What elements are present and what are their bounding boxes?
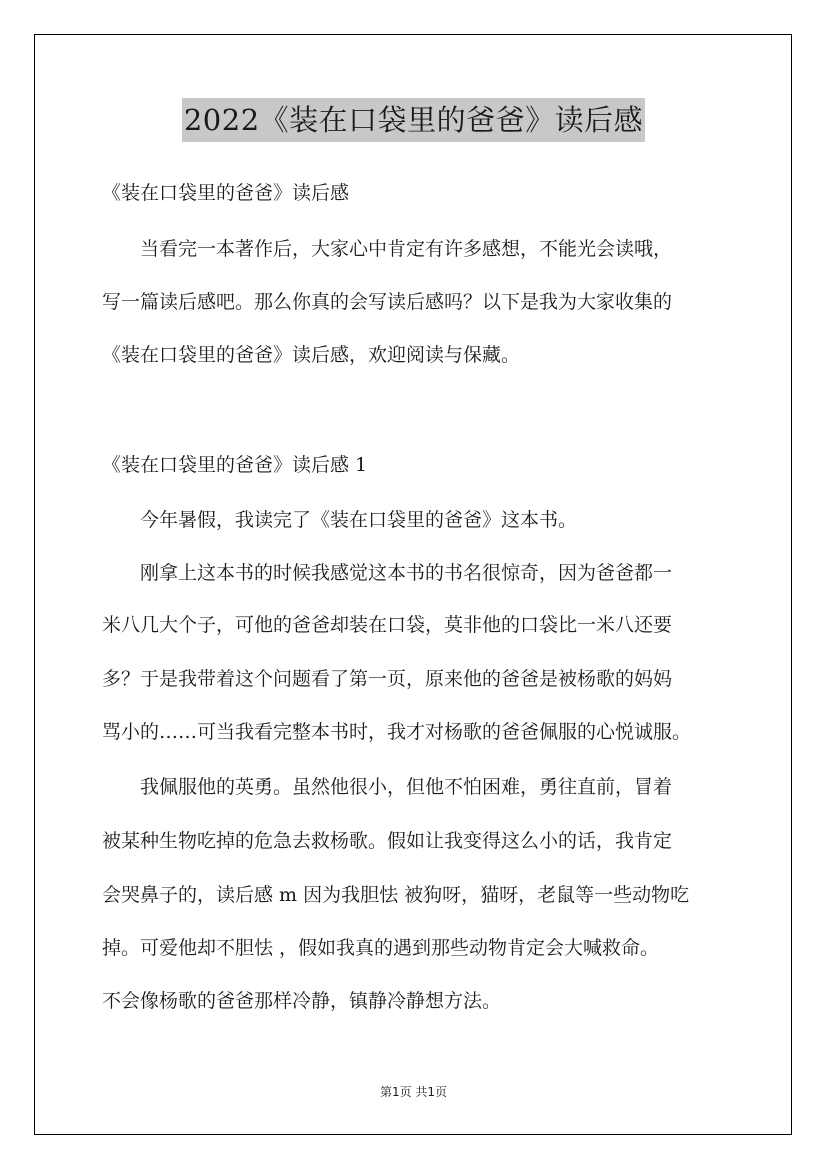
body-line-4: 多？于是我带着这个问题看了第一页，原来他的爸爸是被杨歌的妈妈: [102, 668, 673, 690]
body-line-6: 我佩服他的英勇。虽然他很小，但他不怕困难，勇往直前，冒着: [140, 776, 673, 798]
body-line-2: 刚拿上这本书的时候我感觉这本书的书名很惊奇，因为爸爸都一: [140, 562, 673, 584]
body-line-5: 骂小的……可当我看完整本书时，我才对杨歌的爸爸佩服的心悦诚服。: [102, 721, 692, 743]
intro-line-1: 当看完一本著作后，大家心中肯定有许多感想，不能光会读哦，: [140, 238, 673, 260]
body-line-7: 被某种生物吃掉的危急去救杨歌。假如让我变得这么小的话，我肯定: [102, 830, 673, 852]
body-line-9: 掉。可爱他却不胆怯 ，假如我真的遇到那些动物肯定会大喊救命。: [102, 937, 660, 959]
body-line-8: 会哭鼻子的，读后感 m 因为我胆怯 被狗呀，猫呀，老鼠等一些动物吃: [102, 884, 690, 906]
intro-line-3: 《装在口袋里的爸爸》读后感，欢迎阅读与保藏。: [102, 344, 521, 366]
body-line-10: 不会像杨歌的爸爸那样冷静，镇静冷静想方法。: [102, 990, 502, 1012]
section-heading: 《装在口袋里的爸爸》读后感 1: [102, 454, 368, 476]
page-number-footer: 第1页 共1页: [379, 1085, 448, 1099]
title-container: [0, 98, 827, 142]
body-line-3: 米八几大个子，可他的爸爸却装在口袋，莫非他的口袋比一米八还要: [102, 614, 673, 636]
document-title: 2022《装在口袋里的爸爸》读后感: [182, 98, 645, 142]
document-subtitle: 《装在口袋里的爸爸》读后感: [102, 182, 350, 204]
intro-line-2: 写一篇读后感吧。那么你真的会写读后感吗？以下是我为大家收集的: [102, 291, 673, 313]
body-line-1: 今年暑假，我读完了《装在口袋里的爸爸》这本书。: [140, 509, 578, 531]
